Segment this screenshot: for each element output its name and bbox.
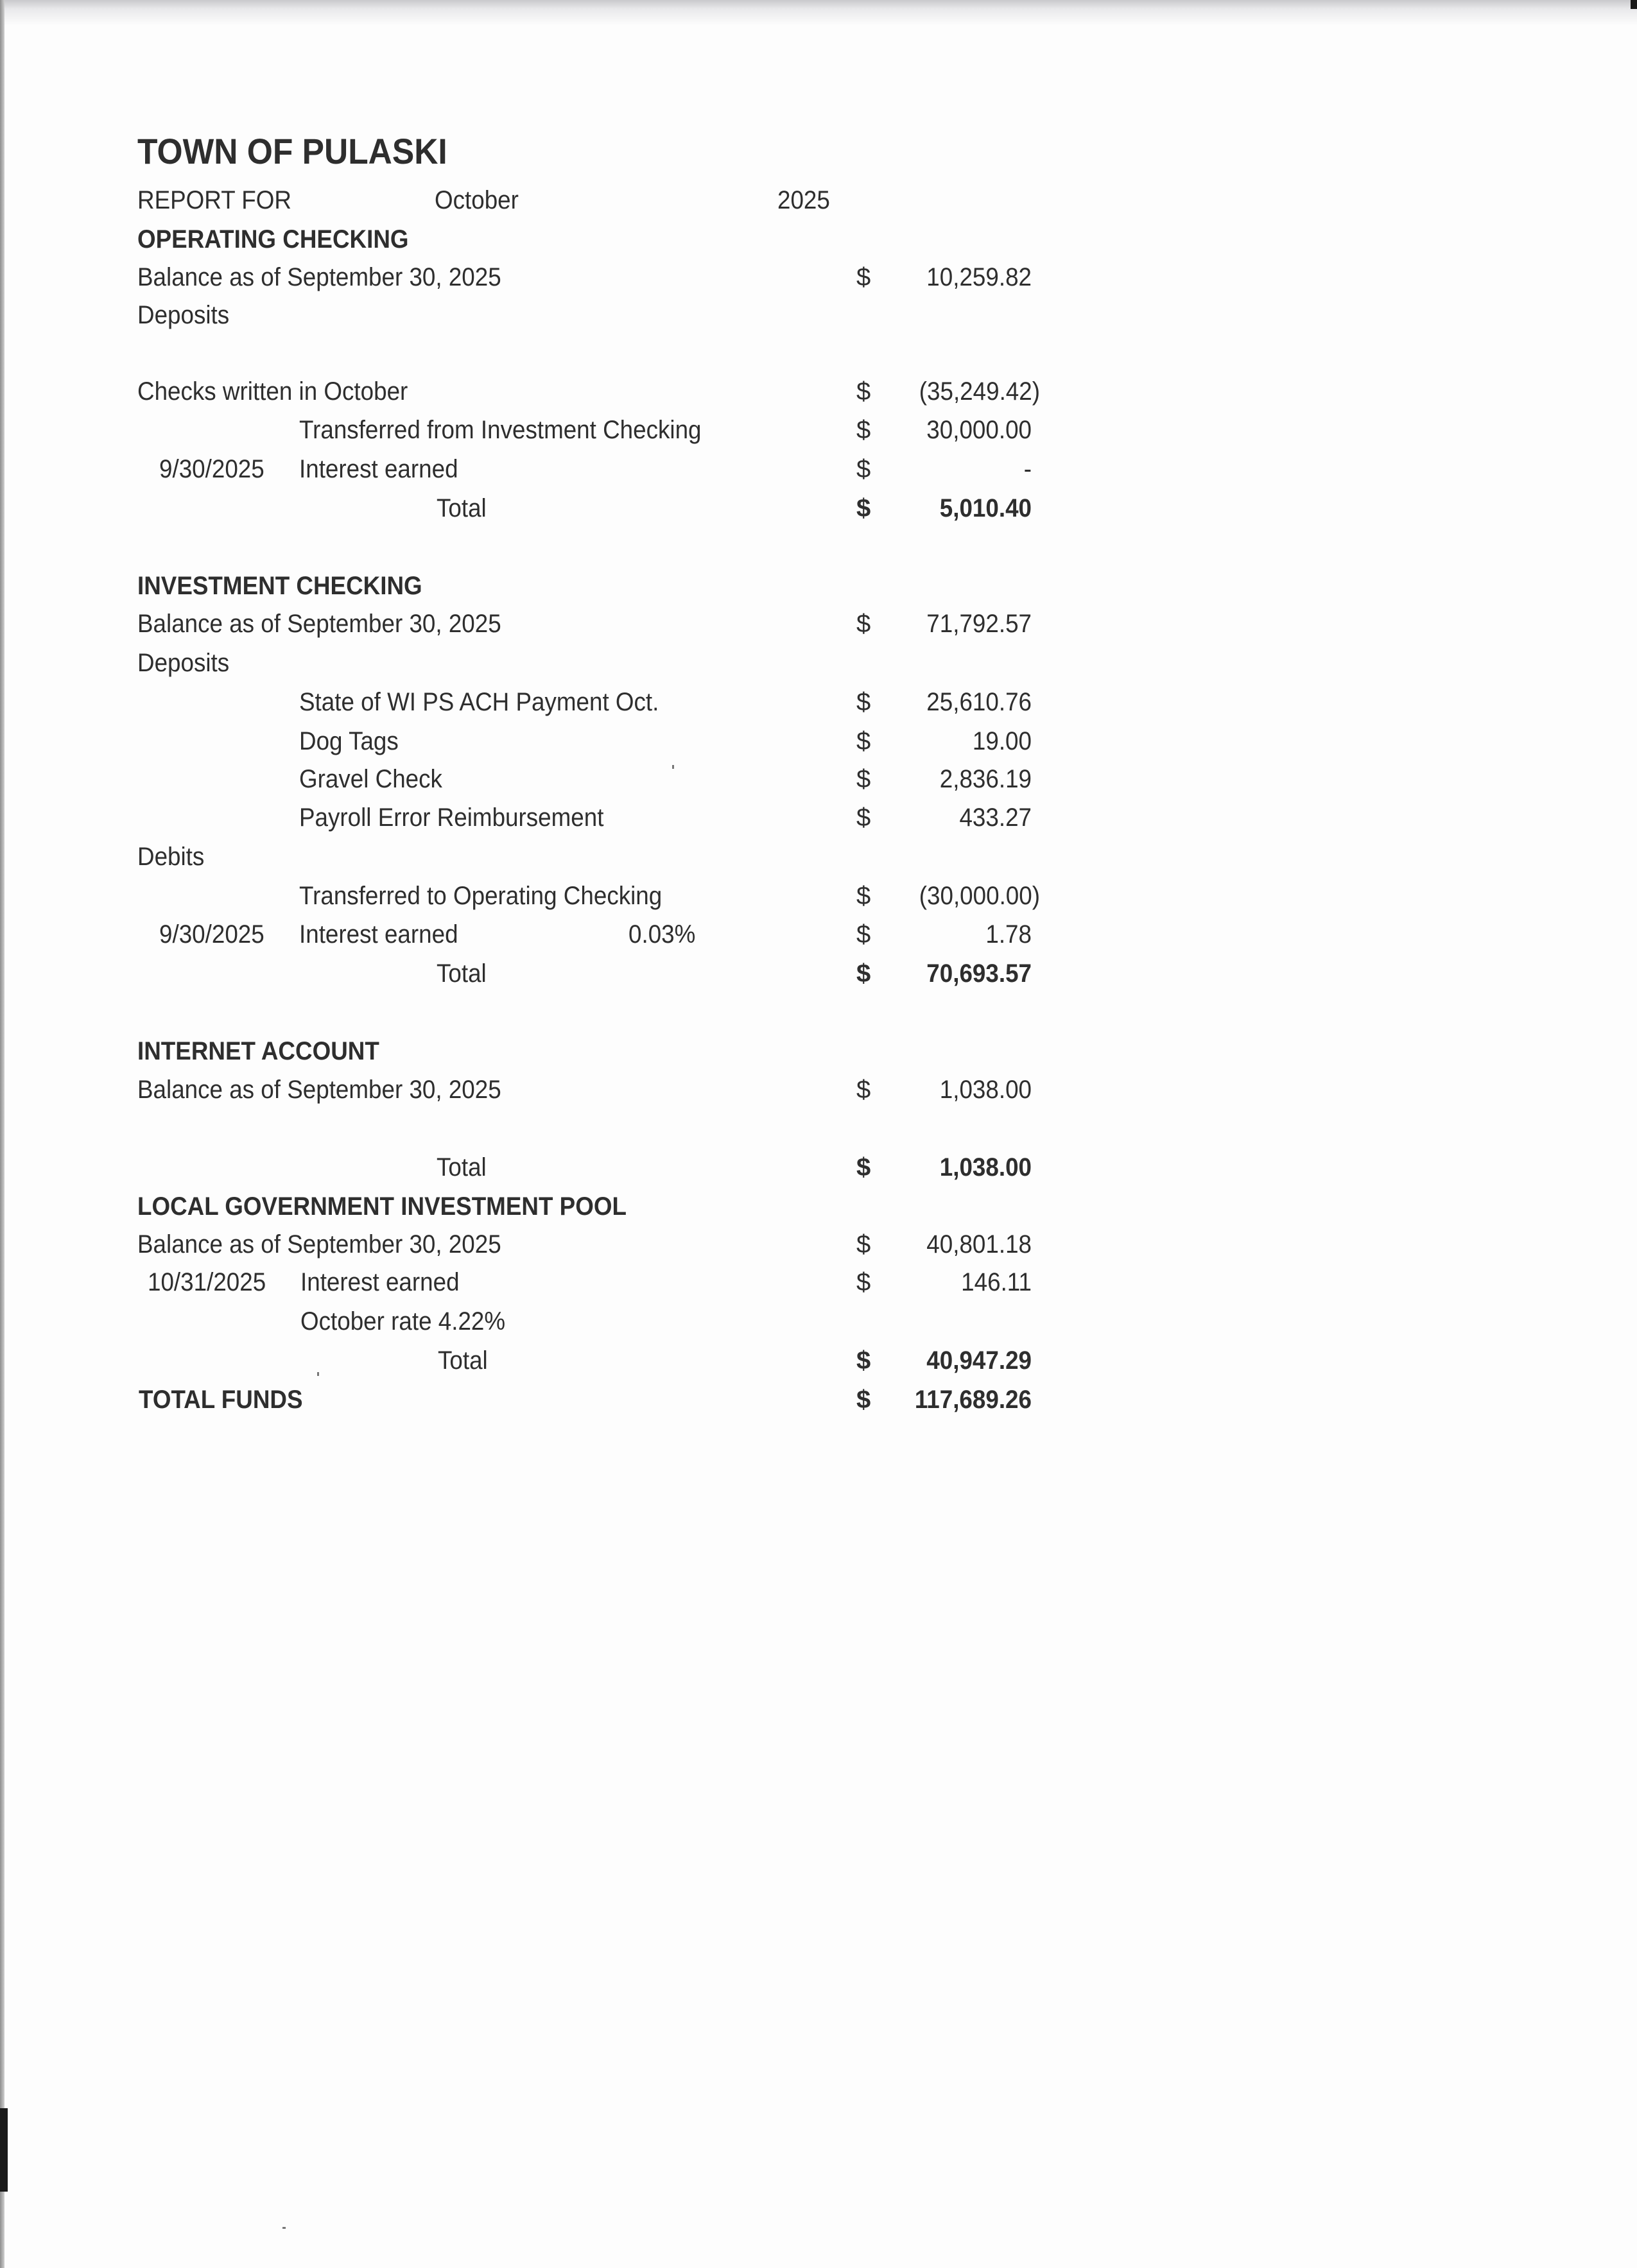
investment-interest-amount: 1.78	[985, 920, 1032, 949]
operating-interest-date: 9/30/2025	[159, 455, 264, 483]
deposit-item-amount: 19.00	[972, 727, 1032, 755]
lgip-interest-label: Interest earned	[300, 1268, 460, 1296]
deposit-item-currency: $	[856, 727, 871, 755]
lgip-balance-currency: $	[856, 1230, 871, 1259]
deposit-item-label: Payroll Error Reimbursement	[299, 803, 604, 832]
lgip-total-currency: $	[856, 1346, 871, 1375]
lgip-rate-label: October rate 4.22%	[300, 1307, 506, 1336]
internet-total-currency: $	[856, 1153, 871, 1181]
internet-balance-currency: $	[856, 1076, 871, 1104]
lgip-balance-amount: 40,801.18	[926, 1230, 1032, 1259]
lgip-interest-amount: 146.11	[961, 1268, 1032, 1296]
total-funds-currency: $	[856, 1386, 871, 1414]
investment-interest-currency: $	[856, 920, 871, 949]
scan-top-shadow	[0, 0, 1637, 26]
report-month: October	[435, 186, 519, 214]
investment-total-currency: $	[856, 959, 871, 988]
lgip-total-label: Total	[438, 1346, 488, 1375]
transfer-from-investment-amount: 30,000.00	[926, 416, 1032, 444]
investment-balance-label: Balance as of September 30, 2025	[137, 610, 501, 638]
operating-total-amount: 5,010.40	[939, 494, 1032, 522]
operating-deposits-label: Deposits	[137, 301, 230, 329]
lgip-interest-date: 10/31/2025	[148, 1268, 266, 1296]
lgip-balance-label: Balance as of September 30, 2025	[137, 1230, 501, 1259]
total-funds-amount: 117,689.26	[914, 1386, 1032, 1414]
investment-interest-rate: 0.03%	[628, 920, 696, 949]
deposit-item-amount: 433.27	[959, 803, 1032, 832]
deposit-item-label: State of WI PS ACH Payment Oct.	[299, 688, 659, 716]
lgip-interest-currency: $	[856, 1268, 871, 1296]
operating-interest-currency: $	[856, 455, 871, 483]
operating-total-label: Total	[437, 494, 487, 522]
internet-balance-amount: 1,038.00	[939, 1076, 1032, 1104]
transfer-from-investment-currency: $	[856, 416, 871, 444]
operating-checking-heading: OPERATING CHECKING	[137, 225, 409, 253]
deposit-item-label: Dog Tags	[299, 727, 399, 755]
transfer-from-investment-label: Transferred from Investment Checking	[299, 416, 702, 444]
internet-account-heading: INTERNET ACCOUNT	[137, 1037, 379, 1065]
investment-balance-amount: 71,792.57	[926, 610, 1032, 638]
report-year: 2025	[777, 186, 830, 214]
deposit-item-currency: $	[856, 765, 871, 793]
operating-balance-label: Balance as of September 30, 2025	[137, 263, 501, 291]
deposit-item-currency: $	[856, 688, 871, 716]
internet-total-label: Total	[437, 1153, 487, 1181]
page-title: TOWN OF PULASKI	[137, 131, 447, 171]
operating-balance-amount: 10,259.82	[926, 263, 1032, 291]
internet-total-amount: 1,038.00	[939, 1153, 1032, 1181]
transfer-to-operating-label: Transferred to Operating Checking	[299, 882, 663, 910]
deposit-item-amount: 2,836.19	[939, 765, 1032, 793]
lgip-total-amount: 40,947.29	[926, 1346, 1032, 1375]
scan-left-edge	[0, 0, 4, 2268]
deposit-item-amount: 25,610.76	[926, 688, 1032, 716]
scan-edge-mark	[0, 2108, 8, 2192]
investment-total-amount: 70,693.57	[926, 959, 1032, 988]
operating-total-currency: $	[856, 494, 871, 522]
operating-balance-currency: $	[856, 263, 871, 291]
checks-written-label: Checks written in October	[137, 377, 408, 406]
transfer-to-operating-currency: $	[856, 882, 871, 910]
deposit-item-label: Gravel Check	[299, 765, 442, 793]
transfer-to-operating-amount: (30,000.00)	[919, 882, 1040, 910]
investment-deposits-label: Deposits	[137, 649, 230, 677]
scan-speck	[317, 1372, 319, 1376]
deposit-item-currency: $	[856, 803, 871, 832]
operating-interest-label: Interest earned	[299, 455, 458, 483]
internet-balance-label: Balance as of September 30, 2025	[137, 1076, 501, 1104]
scan-speck	[282, 2227, 286, 2229]
total-funds-label: TOTAL FUNDS	[139, 1386, 303, 1414]
investment-total-label: Total	[437, 959, 487, 988]
checks-written-amount: (35,249.42)	[919, 377, 1040, 406]
debits-label: Debits	[137, 843, 205, 871]
lgip-heading: LOCAL GOVERNMENT INVESTMENT POOL	[137, 1192, 627, 1221]
investment-checking-heading: INVESTMENT CHECKING	[137, 572, 422, 600]
investment-interest-date: 9/30/2025	[159, 920, 264, 949]
investment-interest-label: Interest earned	[299, 920, 458, 949]
operating-interest-amount: -	[1023, 455, 1032, 483]
checks-written-currency: $	[856, 377, 871, 406]
investment-balance-currency: $	[856, 610, 871, 638]
report-for-label: REPORT FOR	[137, 186, 291, 214]
scan-corner-mark	[1631, 0, 1637, 9]
scan-speck	[672, 765, 674, 769]
